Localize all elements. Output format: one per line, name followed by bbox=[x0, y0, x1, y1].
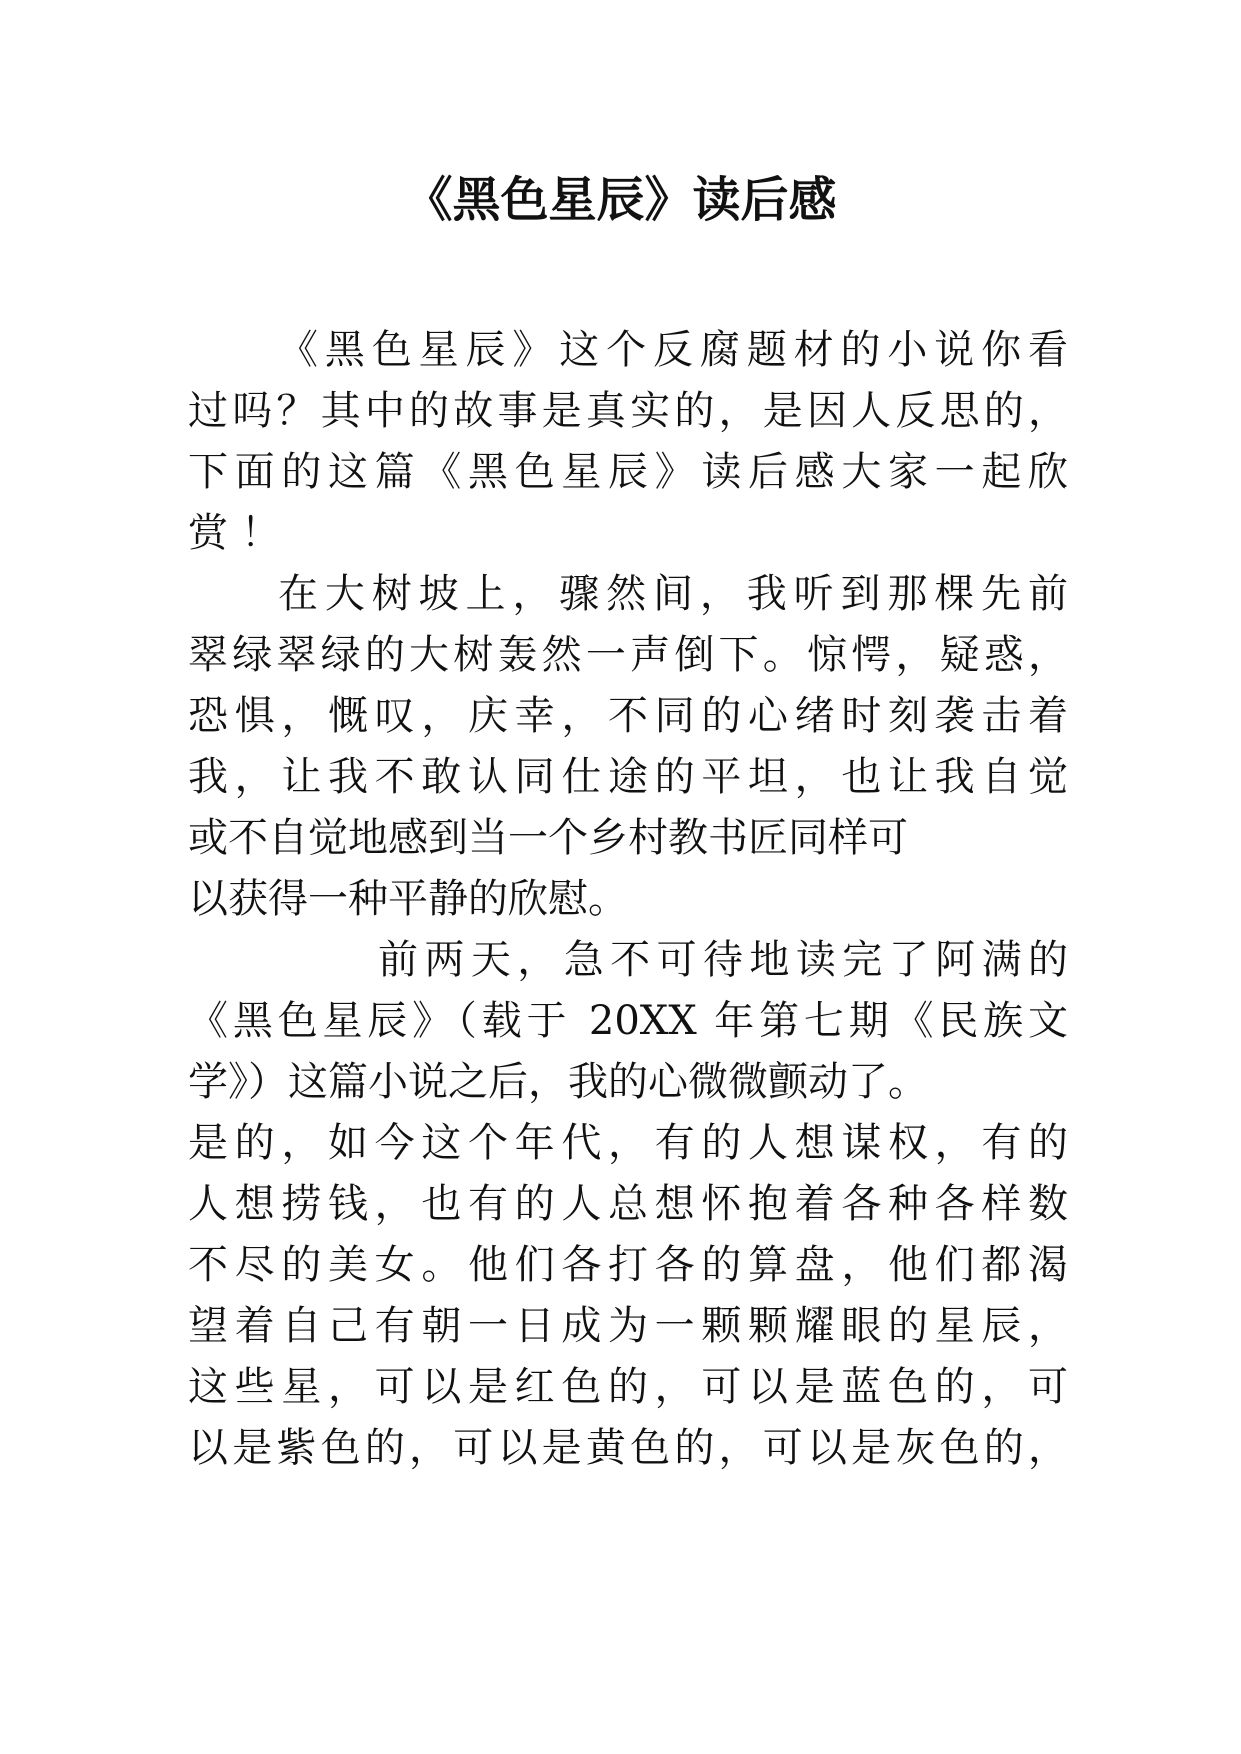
text-line: 不尽的美女。他们各打各的算盘，他们都渴 bbox=[188, 1242, 1068, 1288]
text-line: 《黑色星辰》这个反腐题材的小说你看 bbox=[278, 327, 1068, 373]
text-line: 过吗？其中的故事是真实的，是因人反思的， bbox=[188, 388, 1068, 434]
text-line: 是的，如今这个年代，有的人想谋权，有的 bbox=[188, 1120, 1068, 1166]
text-line: 前两天，急不可待地读完了阿满的 bbox=[378, 937, 1068, 983]
text-line: 赏 ！ bbox=[188, 510, 281, 556]
text-line: 下面的这篇《黑色星辰》读后感大家一起欣 bbox=[188, 449, 1068, 495]
text-line: 恐惧，慨叹，庆幸，不同的心绪时刻袭击着 bbox=[188, 693, 1068, 739]
text-line: 在大树坡上，骤然间，我听到那棵先前 bbox=[278, 571, 1068, 617]
text-line: 学》）这篇小说之后，我的心微微颤动了。 bbox=[188, 1059, 928, 1105]
text-line: 以获得一种平静的欣慰。 bbox=[188, 876, 628, 922]
text-line: 翠绿翠绿的大树轰然一声倒下。惊愕，疑惑， bbox=[188, 632, 1068, 678]
document-title: 《黑色星辰》读后感 bbox=[404, 172, 837, 228]
text-line: 以是紫色的，可以是黄色的，可以是灰色的， bbox=[188, 1425, 1068, 1471]
text-line: 或不自觉地感到当一个乡村教书匠同样可 bbox=[188, 815, 908, 861]
text-line: 这些星，可以是红色的，可以是蓝色的，可 bbox=[188, 1364, 1068, 1410]
text-line: 望着自己有朝一日成为一颗颗耀眼的星辰， bbox=[188, 1303, 1068, 1349]
text-line: 《黑色星辰》（载于 20XX 年第七期《民族文 bbox=[188, 998, 1068, 1044]
text-line: 人想捞钱，也有的人总想怀抱着各种各样数 bbox=[188, 1181, 1068, 1227]
document-body bbox=[188, 320, 1068, 1479]
text-line: 我，让我不敢认同仕途的平坦，也让我自觉 bbox=[188, 754, 1068, 800]
